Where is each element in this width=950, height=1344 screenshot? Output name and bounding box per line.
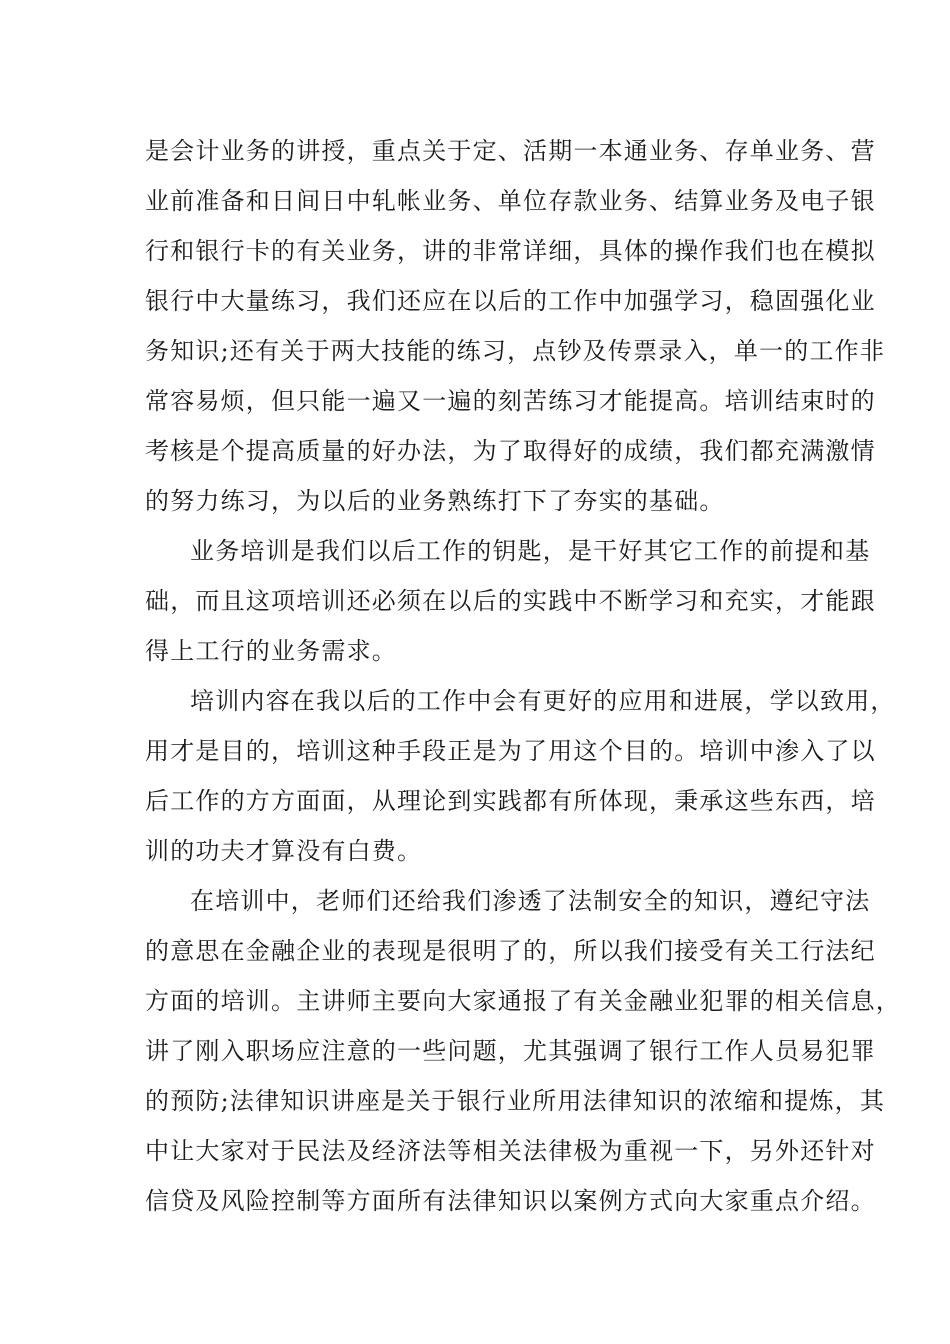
text-line: 银行中大量练习，我们还应在以后的工作中加强学习，稳固强化业 xyxy=(145,287,876,315)
text-line: 中让大家对于民法及经济法等相关法律极为重视一下，另外还针对 xyxy=(145,1137,876,1165)
text-line: 务知识;还有关于两大技能的练习，点钞及传票录入，单一的工作非 xyxy=(145,337,886,365)
text-line: 的意思在金融企业的表现是很明了的，所以我们接受有关工行法纪 xyxy=(145,937,876,965)
paragraph-first-line: 培训内容在我以后的工作中会有更好的应用和进展，学以致用， xyxy=(190,687,896,715)
text-line: 讲了刚入职场应注意的一些问题，尤其强调了银行工作人员易犯罪 xyxy=(145,1037,876,1065)
text-line: 得上工行的业务需求。 xyxy=(145,637,397,665)
text-line: 后工作的方方面面，从理论到实践都有所体现，秉承这些东西，培 xyxy=(145,787,876,815)
text-line: 是会计业务的讲授，重点关于定、活期一本通业务、存单业务、营 xyxy=(145,137,876,165)
text-line: 考核是个提高质量的好办法，为了取得好的成绩，我们都充满激情 xyxy=(145,437,876,465)
paragraph-first-line: 业务培训是我们以后工作的钥匙，是干好其它工作的前提和基 xyxy=(190,537,871,565)
text-line: 训的功夫才算没有白费。 xyxy=(145,837,423,865)
text-line: 的努力练习，为以后的业务熟练打下了夯实的基础。 xyxy=(145,487,725,515)
text-line: 信贷及风险控制等方面所有法律知识以案例方式向大家重点介绍。 xyxy=(145,1187,876,1215)
text-line: 方面的培训。主讲师主要向大家通报了有关金融业犯罪的相关信息， xyxy=(145,987,901,1015)
paragraph-first-line: 在培训中，老师们还给我们渗透了法制安全的知识，遵纪守法 xyxy=(190,887,871,915)
text-line: 常容易烦，但只能一遍又一遍的刻苦练习才能提高。培训结束时的 xyxy=(145,387,876,415)
text-line: 的预防;法律知识讲座是关于银行业所用法律知识的浓缩和提炼，其 xyxy=(145,1087,886,1115)
text-line: 础，而且这项培训还必须在以后的实践中不断学习和充实，才能跟 xyxy=(145,587,876,615)
text-line: 行和银行卡的有关业务，讲的非常详细，具体的操作我们也在模拟 xyxy=(145,237,876,265)
text-line: 用才是目的，培训这种手段正是为了用这个目的。培训中渗入了以 xyxy=(145,737,876,765)
text-line: 业前准备和日间日中轧帐业务、单位存款业务、结算业务及电子银 xyxy=(145,187,876,215)
